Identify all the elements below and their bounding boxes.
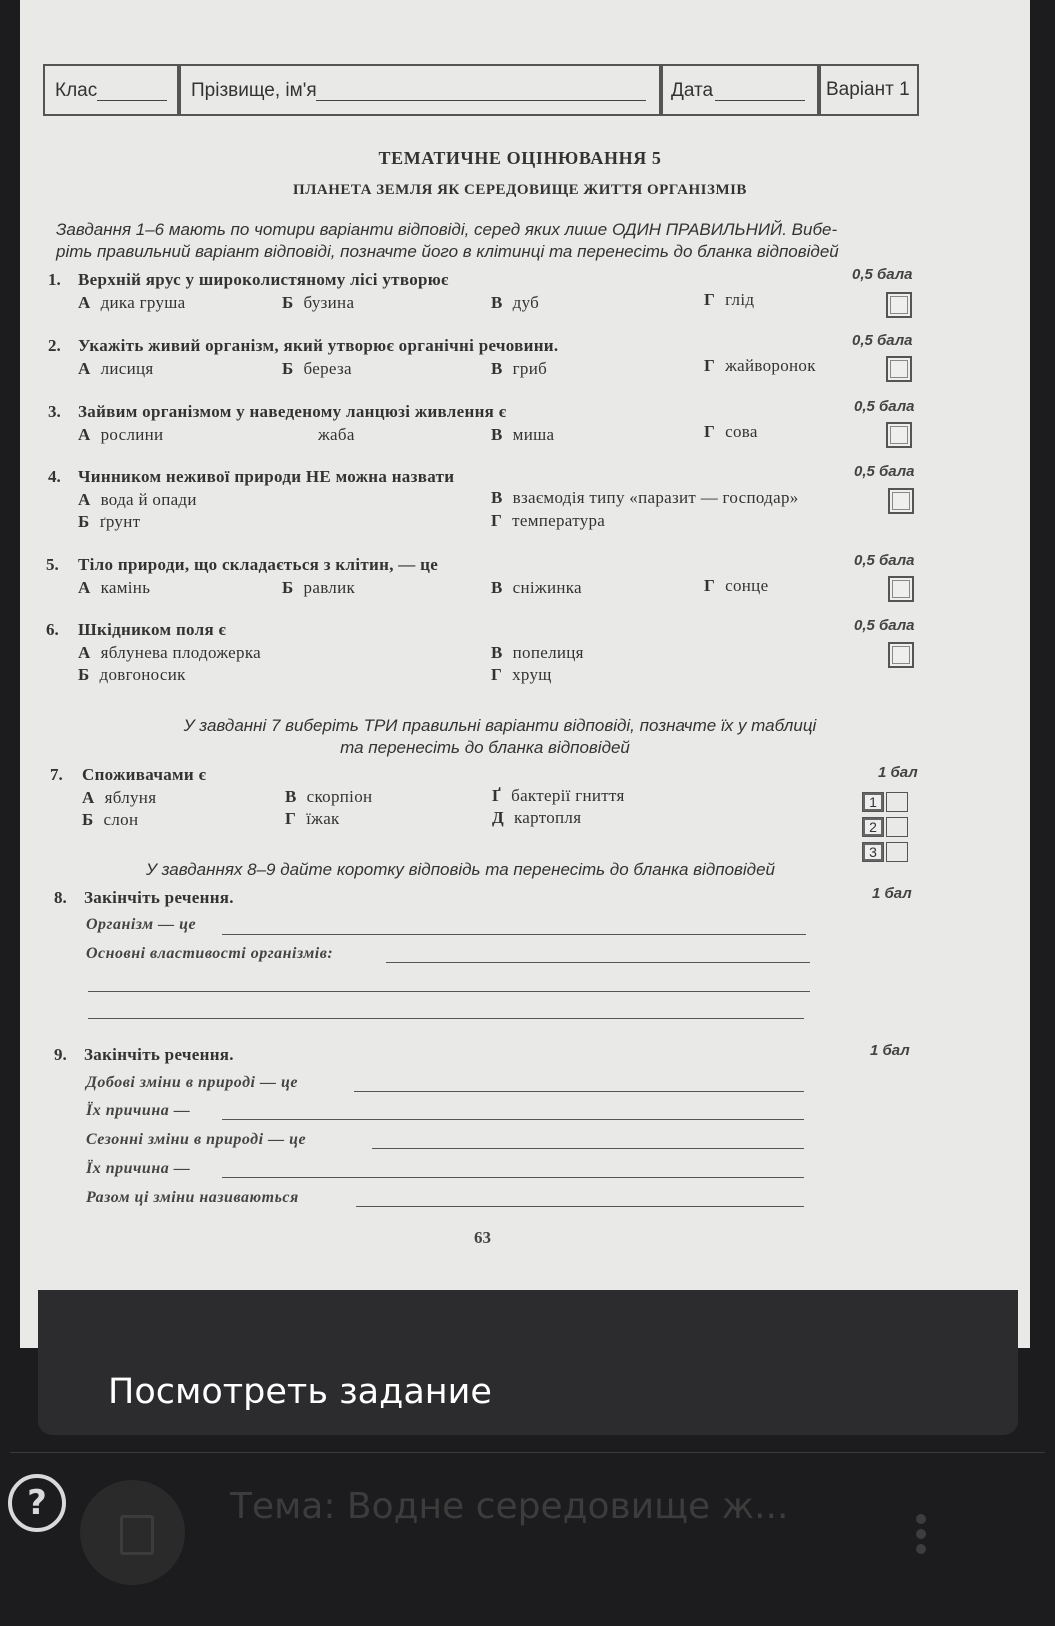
q1-number: 1. bbox=[48, 270, 61, 289]
q5-option-c: В сніжинка bbox=[491, 578, 582, 597]
date-box bbox=[661, 64, 819, 116]
q3-number: 3. bbox=[48, 402, 61, 421]
q9-line4-answer[interactable] bbox=[222, 1177, 804, 1178]
q7-row1-cell[interactable] bbox=[886, 792, 908, 812]
q5-answer-box[interactable] bbox=[888, 576, 914, 602]
q9-line3-answer[interactable] bbox=[372, 1148, 804, 1149]
instruction-8-9: У завданнях 8–9 дайте коротку відповідь та перенесіть до бланка відповідей bbox=[146, 860, 775, 879]
variant-box bbox=[819, 64, 919, 116]
q9-line3-label: Сезонні зміни в природі — це bbox=[86, 1131, 307, 1148]
q7-score: 1 бал bbox=[878, 764, 918, 781]
q9-text: Закінчіть речення. bbox=[84, 1045, 234, 1064]
q8-line3-answer[interactable] bbox=[88, 991, 810, 992]
date-label: Дата bbox=[671, 80, 714, 101]
q5-score: 0,5 бала bbox=[854, 552, 915, 569]
q1-score: 0,5 бала bbox=[852, 266, 913, 283]
q8-line2-label: Основні властивості організмів: bbox=[86, 945, 334, 962]
q6-number: 6. bbox=[46, 620, 59, 639]
q1-text: Верхній ярус у широколистяному лісі утворює bbox=[78, 270, 449, 289]
q3-answer-box[interactable] bbox=[886, 422, 912, 448]
q5-text: Тіло природи, що складається з клітин, — це bbox=[78, 555, 439, 574]
q7-option-a: А яблуня bbox=[82, 788, 157, 807]
class-box bbox=[43, 64, 179, 116]
q6-option-d: Г хрущ bbox=[491, 665, 552, 684]
q7-row3-number: 3 bbox=[862, 842, 884, 862]
q8-score: 1 бал bbox=[872, 885, 912, 902]
q9-line5-answer[interactable] bbox=[356, 1206, 804, 1207]
task-card bbox=[38, 1290, 1018, 1435]
q8-number: 8. bbox=[54, 888, 67, 907]
q2-answer-box[interactable] bbox=[886, 356, 912, 382]
instruction-7-line1: У завданні 7 виберіть ТРИ правильні варіанти відповіді, позначте їх у таблиці bbox=[183, 716, 817, 735]
instruction-7-line2: та перенесіть до бланка відповідей bbox=[340, 738, 630, 757]
q4-option-d: Г температура bbox=[491, 511, 606, 530]
q2-text: Укажіть живий організм, який утворює органічні речовини. bbox=[78, 336, 559, 355]
q4-number: 4. bbox=[48, 467, 61, 486]
q3-option-c: В миша bbox=[491, 425, 555, 444]
q4-score: 0,5 бала bbox=[854, 463, 915, 480]
q3-score: 0,5 бала bbox=[854, 398, 915, 415]
q7-option-c: В скорпіон bbox=[285, 787, 373, 806]
q8-line4-answer[interactable] bbox=[88, 1018, 804, 1019]
q3-option-a: А рослини bbox=[78, 425, 164, 444]
page-number: 63 bbox=[474, 1228, 491, 1247]
q7-option-b: Б слон bbox=[82, 810, 139, 829]
q6-option-c: В попелиця bbox=[491, 643, 584, 662]
q1-option-b: Б бузина bbox=[282, 293, 355, 312]
q9-line2-label: Їх причина — bbox=[86, 1102, 191, 1119]
q9-line1-label: Добові зміни в природі — це bbox=[86, 1074, 298, 1091]
document-icon bbox=[120, 1515, 154, 1555]
instruction-1-6-line2: ріть правильний варіант відповіді, позначте його в клітинці та перенесіть до бланка відповідей bbox=[56, 242, 839, 261]
name-label: Прізвище, ім'я bbox=[191, 80, 317, 101]
q8-line1-label: Організм — це bbox=[86, 916, 197, 933]
q8-line2-answer[interactable] bbox=[386, 962, 810, 963]
q3-text: Зайвим організмом у наведеному ланцюзі живлення є bbox=[78, 402, 507, 421]
q1-option-c: В дуб bbox=[491, 293, 540, 312]
instruction-1-6-line1: Завдання 1–6 мають по чотири варіанти відповіді, серед яких лише ОДИН ПРАВИЛЬНИЙ. Вибе- bbox=[56, 220, 838, 239]
q6-answer-box[interactable] bbox=[888, 642, 914, 668]
q7-row1-number: 1 bbox=[862, 792, 884, 812]
help-icon[interactable]: ? bbox=[8, 1474, 66, 1532]
name-box bbox=[179, 64, 661, 116]
q4-option-a: А вода й опади bbox=[78, 490, 197, 509]
q2-option-a: А лисиця bbox=[78, 359, 154, 378]
q9-line5-label: Разом ці зміни називаються bbox=[86, 1189, 299, 1206]
q2-option-b: Б береза bbox=[282, 359, 352, 378]
view-task-button[interactable]: Посмотреть задание bbox=[108, 1372, 492, 1412]
worksheet-photo bbox=[20, 0, 1030, 1348]
q3-option-d: Г сова bbox=[704, 422, 758, 441]
q3-option-b: жаба bbox=[318, 425, 355, 444]
q4-option-c: В взаємодія типу «паразит — господар» bbox=[491, 488, 799, 507]
class-label: Клас bbox=[55, 80, 98, 101]
q7-text: Споживачами є bbox=[82, 765, 207, 784]
q5-number: 5. bbox=[46, 555, 59, 574]
q5-option-b: Б равлик bbox=[282, 578, 356, 597]
q7-row3-cell[interactable] bbox=[886, 842, 908, 862]
q9-score: 1 бал bbox=[870, 1042, 910, 1059]
q2-option-c: В гриб bbox=[491, 359, 548, 378]
q9-line1-answer[interactable] bbox=[354, 1091, 804, 1092]
q2-score: 0,5 бала bbox=[852, 332, 913, 349]
q4-option-b: Б ґрунт bbox=[78, 512, 141, 531]
q4-answer-box[interactable] bbox=[888, 488, 914, 514]
q9-line4-label: Їх причина — bbox=[86, 1160, 191, 1177]
more-options-icon[interactable] bbox=[914, 1514, 928, 1556]
q6-score: 0,5 бала bbox=[854, 617, 915, 634]
q6-text: Шкідником поля є bbox=[78, 620, 227, 639]
q7-number: 7. bbox=[50, 765, 63, 784]
q2-option-d: Г жайворонок bbox=[704, 356, 816, 375]
q5-option-d: Г сонце bbox=[704, 576, 769, 595]
divider bbox=[10, 1452, 1045, 1453]
page-subtitle: ПЛАНЕТА ЗЕМЛЯ ЯК СЕРЕДОВИЩЕ ЖИТТЯ ОРГАНІЗМІВ bbox=[293, 182, 747, 198]
q1-option-a: А дика груша bbox=[78, 293, 186, 312]
q1-option-d: Г глід bbox=[704, 290, 755, 309]
q7-row2-number: 2 bbox=[862, 817, 884, 837]
q8-line1-answer[interactable] bbox=[222, 934, 806, 935]
q6-option-b: Б довгоносик bbox=[78, 665, 186, 684]
q4-text: Чинником неживої природи НЕ можна назвати bbox=[78, 467, 455, 486]
q1-answer-box[interactable] bbox=[886, 292, 912, 318]
topic-title[interactable]: Тема: Водне середовище ж... bbox=[230, 1486, 789, 1527]
q7-row2-cell[interactable] bbox=[886, 817, 908, 837]
page-title: ТЕМАТИЧНЕ ОЦІНЮВАННЯ 5 bbox=[378, 148, 662, 168]
q6-option-a: А яблунева плодожерка bbox=[78, 643, 261, 662]
variant-label: Варіант 1 bbox=[826, 79, 910, 100]
q5-option-a: А камінь bbox=[78, 578, 151, 597]
q9-number: 9. bbox=[54, 1045, 67, 1064]
q7-option-e: Ґ бактерії гниття bbox=[492, 786, 625, 805]
q9-line2-answer[interactable] bbox=[222, 1119, 804, 1120]
q7-option-f: Д картопля bbox=[492, 808, 582, 827]
q7-option-d: Г їжак bbox=[285, 809, 340, 828]
q8-text: Закінчіть речення. bbox=[84, 888, 234, 907]
q2-number: 2. bbox=[48, 336, 61, 355]
